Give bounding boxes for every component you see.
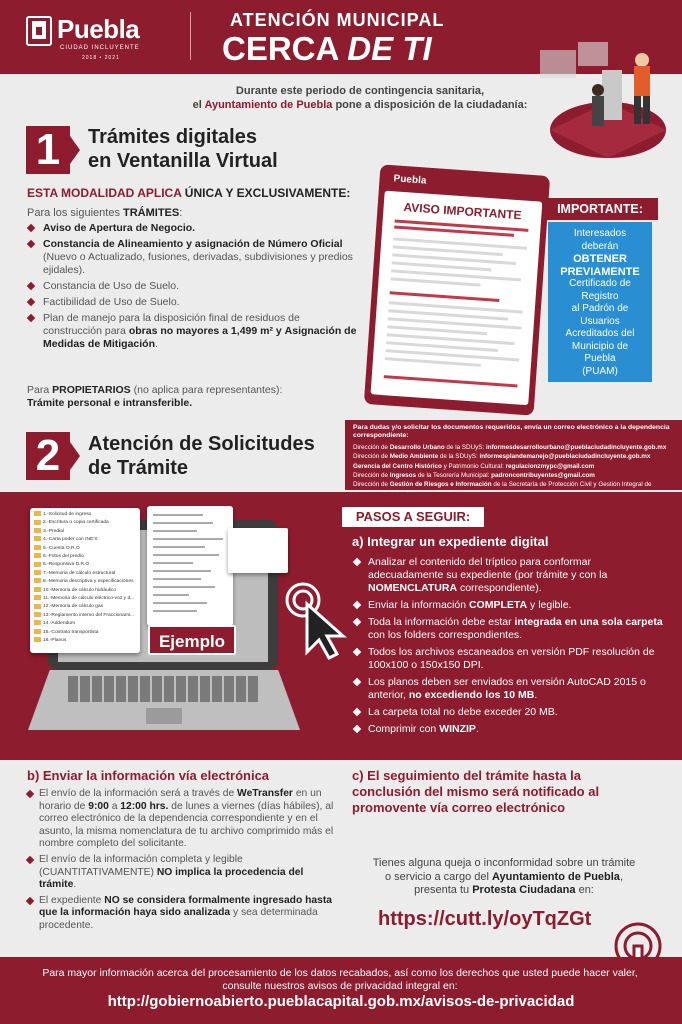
importante-line: Usuarios <box>580 315 620 327</box>
logo-subtitle: CIUDAD INCLUYENTE <box>60 45 140 51</box>
list-item-text: Comprimir con <box>368 723 440 735</box>
folder-icon <box>34 637 41 642</box>
list-item-text: Analizar el contenido del tríptico para conformar adecuadamente su expediente (por trámite y con la <box>368 556 608 581</box>
folder-name: 12.-Memoria de cálculo gas <box>43 604 104 610</box>
modality-condition <box>27 186 350 200</box>
tramites-intro-post: : <box>179 207 183 219</box>
step-a-list <box>354 556 666 740</box>
folder-icon <box>34 545 41 550</box>
tramites-list <box>27 222 357 354</box>
menu-line <box>153 594 189 596</box>
section-1-title-line-2: en Ventanilla Virtual <box>88 150 278 172</box>
contact-mid: de la Secretaría de Protección Civil y Gestión Integral de <box>493 481 652 489</box>
footer-text: Para mayor información acerca del procesamiento de los datos recabados, así como los derechos que usted puede hacer valer, consulte nuestros avisos de privacidad integral en: <box>42 967 638 992</box>
list-item-text: . <box>475 723 479 735</box>
folder-name: 2.-Escritura o copia certificada <box>43 520 109 526</box>
aviso-line <box>390 291 500 302</box>
list-item-text: en un horario de <box>39 788 322 812</box>
section-2-title <box>88 432 315 480</box>
tramites-intro-pre: Para los siguientes <box>27 207 123 219</box>
folder-item[interactable] <box>34 587 136 595</box>
list-item-text: con los folders correspondientes. <box>368 629 523 641</box>
puebla-logo-icon <box>26 16 52 46</box>
submenu-panel <box>228 528 288 573</box>
context-menu <box>147 506 233 626</box>
contact-pre: Dirección de <box>353 443 390 451</box>
owners-line-2: Trámite personal e intransferible. <box>27 397 193 409</box>
tramite-plan-manejo-strong-b: Asignación de Medidas de Mitigación <box>43 325 357 350</box>
list-item-text: . <box>534 689 538 701</box>
contact-row <box>353 463 676 471</box>
folder-icon <box>34 570 41 575</box>
tramites-intro <box>27 207 182 219</box>
folder-name: 15.-Contrato transportista <box>43 629 99 635</box>
menu-line <box>153 602 207 604</box>
folder-item[interactable] <box>34 612 136 620</box>
folder-item[interactable] <box>34 629 136 637</box>
contact-dept: Ingresos <box>389 472 416 480</box>
owners-post: (no aplica para representantes): <box>130 384 283 396</box>
list-item <box>354 556 666 595</box>
folder-name: 3.-Predial <box>43 528 64 534</box>
contact-email-link[interactable]: informesplandemanejo@puebIaciudadincluyente.gob.mx <box>479 453 651 461</box>
bullet-diamond-icon <box>26 856 34 864</box>
complaint-pre: presenta tu <box>414 884 473 896</box>
logo-years: 2018 • 2021 <box>82 55 120 61</box>
step-a-title: a) Integrar un expediente digital <box>352 534 549 549</box>
folder-icon <box>34 520 41 525</box>
list-item-text: Todos los archivos escaneados en versión PDF resolución de 100x100 o 150x150 DPI. <box>368 646 655 671</box>
folder-name: 10.-Memoria de cálculo hidráulico <box>43 587 117 593</box>
contact-email-link[interactable]: informesdesarrollourbano@puebIaciudadincluyente.gob.mx <box>485 443 667 451</box>
folder-icon <box>34 604 41 609</box>
folder-name: 6.-Responsiva D.R.O <box>43 562 90 568</box>
folder-name: 13.-Reglamento interno del Fraccionami... <box>43 612 135 618</box>
list-item-text: COMPLETA <box>468 599 528 611</box>
condition-pre: ESTA MODALIDAD APLICA <box>27 186 185 200</box>
folder-name: 11.-Memoria de cálculo eléctrico-voz y d... <box>43 596 135 602</box>
folder-name: 14.-Addendum <box>43 621 76 627</box>
contact-dept: Gestión de Riesgos e Información <box>389 481 492 489</box>
section-1-number: 1 <box>26 126 70 174</box>
contact-row <box>353 472 676 480</box>
aviso-importante-card <box>364 164 550 415</box>
importante-title: IMPORTANTE: <box>542 198 658 220</box>
intro-line-2 <box>130 98 590 112</box>
aviso-title: AVISO IMPORTANTE <box>403 200 522 223</box>
folder-icon <box>34 553 41 558</box>
folder-name: 5.-Cuenta O.R.O <box>43 545 80 551</box>
list-item-text: 12:00 hrs. <box>120 800 169 812</box>
contact-row <box>353 444 676 452</box>
pointer-click-icon <box>283 580 353 660</box>
menu-line <box>153 522 213 524</box>
complaint-url-link[interactable]: https://cutt.ly/oyTqZGt <box>378 908 592 930</box>
menu-line <box>153 578 201 580</box>
logo-name: Puebla <box>57 14 140 44</box>
bullet-diamond-icon <box>27 298 35 306</box>
contact-dept: Desarrollo Urbano <box>389 443 445 451</box>
intro-strong: Ayuntamiento de Puebla <box>204 99 333 111</box>
folder-icon <box>34 629 41 634</box>
list-item <box>27 222 357 235</box>
folder-item[interactable] <box>34 595 136 603</box>
contact-mid: de la SDUyS: <box>444 443 486 451</box>
list-item-text: WeTransfer <box>237 788 293 799</box>
folder-name: 1.-Solicitud de ingreso <box>43 512 92 517</box>
contact-mid: de la SDUyS: <box>438 453 480 461</box>
folder-item[interactable] <box>34 519 136 527</box>
contact-pre: Dirección de <box>353 481 390 489</box>
complaint-strong: Protesta Ciudadana <box>472 884 576 896</box>
importante-line: Puebla <box>584 353 616 364</box>
section-1-title <box>88 125 278 173</box>
folder-item[interactable] <box>34 528 136 536</box>
bullet-diamond-icon <box>353 678 361 686</box>
menu-line <box>153 538 223 540</box>
importante-line: deberán <box>581 240 619 252</box>
list-item <box>27 895 335 933</box>
list-item-text: El expediente <box>39 894 105 906</box>
list-item-text: Enviar la información <box>368 599 469 611</box>
list-item-text: Los planos deben ser enviados en versión AutoCAD 2015 o anterior, <box>368 676 646 701</box>
bullet-diamond-icon <box>353 601 361 609</box>
keyboard-keys <box>68 676 260 702</box>
importante-strong: PREVIAMENTE <box>560 265 640 278</box>
footer-banner <box>0 957 682 1024</box>
aviso-line <box>384 375 518 387</box>
complaint-line-3 <box>345 884 663 898</box>
list-item <box>27 238 357 277</box>
contact-dept: Medio Ambiente <box>389 453 439 461</box>
list-item <box>27 312 357 351</box>
importante-body <box>548 222 652 382</box>
folder-icon <box>34 578 41 583</box>
steps-title: PASOS A SEGUIR: <box>342 507 484 527</box>
complaint-strong: Ayuntamiento de Puebla <box>491 870 620 883</box>
contact-pre: Dirección de <box>353 472 390 480</box>
contact-email-link[interactable]: regulacionzmypc@gmail.com <box>505 462 595 470</box>
folder-item[interactable] <box>34 511 136 519</box>
step-c-title: c) El seguimiento del trámite hasta la conclusión del mismo será notificado al promovente vía correo electrónico <box>352 768 600 815</box>
folder-icon <box>34 511 41 516</box>
folder-item[interactable] <box>34 578 136 586</box>
intro-line-1: Durante este periodo de contingencia sanitaria, <box>235 85 485 97</box>
folder-item[interactable] <box>34 553 136 561</box>
folder-icon <box>34 620 41 625</box>
contact-head-pre: Para dudas y/o solicitar los documentos requeridos, <box>353 424 525 431</box>
condition-strong: ÚNICA Y EXCLUSIVAMENTE: <box>184 186 351 200</box>
complaint-post: , <box>619 870 623 883</box>
folder-item[interactable] <box>34 603 136 611</box>
contact-pre: Dirección de <box>353 453 390 461</box>
contact-email-link[interactable]: padroncontribuyentes@gmail.com <box>491 472 595 480</box>
tramite-plan-manejo-strong-a: obras no mayores a 1,499 m² y <box>128 325 282 337</box>
section-2-number: 2 <box>26 432 70 480</box>
list-item <box>354 599 666 612</box>
intro-text <box>130 84 590 112</box>
list-item <box>354 706 666 719</box>
aviso-line <box>391 277 481 286</box>
importante-line: al Padrón de <box>571 303 629 314</box>
importante-line: Acreditados del <box>565 328 635 339</box>
bullet-diamond-icon <box>353 558 361 566</box>
bullet-diamond-icon <box>26 790 34 798</box>
list-item-text: El envío de la información completa y legible (CUANTITATIVAMENTE) <box>39 853 243 878</box>
tramite-plan-manejo: Plan de manejo para la disposición final de residuos de construcción para <box>43 312 300 337</box>
folder-name: 7.-Memoria de cálculo estructural <box>43 570 116 576</box>
list-item <box>27 854 335 892</box>
owners-strong: PROPIETARIOS <box>52 384 131 396</box>
bullet-diamond-icon <box>353 725 361 733</box>
importante-line: (PUAM) <box>582 365 618 377</box>
importante-line: Interesados <box>573 228 627 239</box>
header-title-top: ATENCIÓN MUNICIPAL <box>230 10 445 30</box>
aviso-brand: Puebla <box>393 173 427 187</box>
complaint-pre: o servicio a cargo del <box>384 870 492 883</box>
bullet-diamond-icon <box>27 282 35 290</box>
importante-strong: OBTENER <box>573 253 627 265</box>
list-item-text: 9:00 <box>88 800 109 812</box>
example-folder-list <box>30 508 140 653</box>
folder-item[interactable] <box>34 561 136 569</box>
menu-line <box>153 610 197 612</box>
header-title-main <box>222 30 432 68</box>
menu-line <box>153 570 211 572</box>
list-item <box>354 723 666 736</box>
title-cerca: CERCA <box>222 30 339 67</box>
tramite-aviso-apertura: Aviso de Apertura de Negocio. <box>43 222 196 234</box>
example-label: Ejemplo <box>148 625 236 655</box>
tramite-plan-manejo-end: . <box>155 338 158 350</box>
menu-line <box>153 554 219 556</box>
menu-line <box>153 530 197 532</box>
step-b-title: b) Enviar la información vía electrónica <box>27 768 270 783</box>
owners-pre: Para <box>27 384 53 396</box>
menu-line <box>153 514 203 516</box>
menu-line <box>153 546 205 548</box>
complaint-line-1: Tienes alguna queja o inconformidad sobre un trámite <box>372 857 636 869</box>
folder-item[interactable] <box>34 637 136 645</box>
list-item <box>27 280 357 293</box>
list-item-text: WINZIP <box>439 723 476 735</box>
complaint-text <box>345 857 663 898</box>
tramite-factibilidad: Factibilidad de Uso de Suelo. <box>43 296 180 308</box>
section-1-title-line-1: Trámites digitales <box>88 126 257 148</box>
contact-row <box>353 453 676 461</box>
contact-panel <box>345 420 682 490</box>
folder-name: 4.-Carta poder con INE'S <box>43 537 98 543</box>
list-item-text: . <box>73 879 77 891</box>
importante-line: Registro <box>581 290 619 302</box>
folder-icon <box>34 562 41 567</box>
folder-name: 6.-Fotos del predio <box>43 554 84 560</box>
folder-item[interactable] <box>34 570 136 578</box>
bullet-diamond-icon <box>27 224 35 232</box>
list-item <box>27 296 357 309</box>
touchpad <box>146 708 182 724</box>
list-item-text: Toda la información debe estar <box>368 616 515 628</box>
contact-mid: y Patrimonio Cultural: <box>441 462 506 470</box>
bullet-diamond-icon <box>353 708 361 716</box>
list-item-text: integrada en una sola carpeta <box>514 616 663 628</box>
title-de-ti: DE TI <box>347 30 432 67</box>
folder-icon <box>34 536 41 541</box>
folder-item[interactable] <box>34 545 136 553</box>
contact-mid: de la Tesorería Municipal: <box>416 472 492 480</box>
owners-note <box>27 384 367 410</box>
bullet-diamond-icon <box>26 897 34 905</box>
aviso-line <box>385 357 481 367</box>
list-item-text: correspondiente). <box>457 582 542 594</box>
folder-icon <box>34 595 41 600</box>
list-item-text: y sea determinada procedente. <box>39 907 318 931</box>
section-2-title-line-2: de Trámite <box>88 457 189 479</box>
bullet-diamond-icon <box>353 648 361 656</box>
bullet-diamond-icon <box>27 314 35 322</box>
folder-name: 16.-Planos <box>43 638 67 644</box>
header-divider <box>190 12 191 60</box>
list-item <box>354 616 666 642</box>
step-b-list <box>27 788 335 936</box>
list-item-text: NO implica la procedencia del trámite <box>39 866 304 891</box>
intro-post: pone a disposición de la ciudadanía: <box>332 99 528 111</box>
contact-head-strong: envía un correo electrónico a la dependencia correspondiente: <box>353 424 670 440</box>
folder-name: 8.-Memoria descriptiva y especificaciones <box>43 579 134 585</box>
folder-icon <box>34 587 41 592</box>
complaint-line-2 <box>345 871 663 885</box>
list-item <box>354 646 666 672</box>
privacy-url-link[interactable]: http://gobiernoabierto.pueblacapital.gob.mx/avisos-de-privacidad <box>107 993 575 1010</box>
tramites-intro-strong: TRÁMITES <box>123 207 180 219</box>
folder-icon <box>34 528 41 533</box>
folder-item[interactable] <box>34 536 136 544</box>
menu-line <box>153 586 215 588</box>
importante-line: Municipio de <box>571 340 629 352</box>
aviso-document <box>371 191 543 406</box>
list-item <box>354 676 666 702</box>
intro-pre: el <box>192 99 205 111</box>
tramite-alineamiento-detail: (Nuevo o Actualizado, fusiones, derivadas, subdivisiones y predios ejidales). <box>43 251 353 276</box>
complaint-post: en: <box>575 884 594 896</box>
tramite-alineamiento: Constancia de Alineamiento y asignación de Número Oficial <box>43 238 343 250</box>
bullet-diamond-icon <box>27 240 35 248</box>
tramite-uso-suelo: Constancia de Uso de Suelo. <box>43 280 180 292</box>
list-item-text: no excediendo los 10 MB <box>408 689 535 701</box>
importante-line: Certificado de <box>569 278 631 289</box>
list-item-text: NO se considera formalmente ingresado hasta que la información haya sido analizada <box>39 894 333 919</box>
section-2-title-line-1: Atención de Solicitudes <box>88 433 315 455</box>
list-item-text: a <box>108 800 121 812</box>
bullet-diamond-icon <box>353 618 361 626</box>
list-item-text: La carpeta total no debe exceder 20 MB. <box>368 706 558 718</box>
laptop-keyboard <box>28 670 300 730</box>
list-item-text: de lunes a viernes (días hábiles), al correo electrónico de la dependencia correspondiente y en el asunto, la misma nomenclatura de tu archivo comprimido más el nombre completo del solicitante. <box>39 800 334 850</box>
list-item-text: y legible. <box>527 599 572 611</box>
folder-icon <box>34 612 41 617</box>
contact-dept: Gerencia del Centro Histórico <box>353 462 442 470</box>
list-item-text: El envío de la información será a través de <box>39 788 238 799</box>
folder-item[interactable] <box>34 620 136 628</box>
menu-line <box>153 562 193 564</box>
list-item-text: NOMENCLATURA <box>368 582 458 594</box>
list-item <box>27 788 335 851</box>
